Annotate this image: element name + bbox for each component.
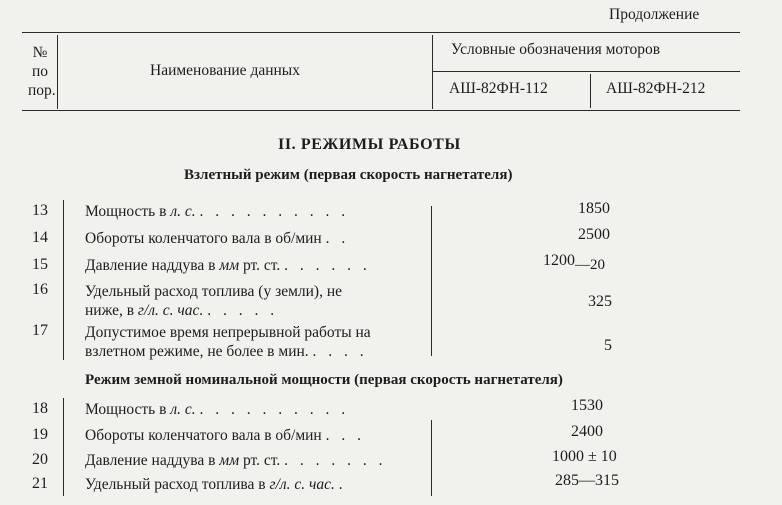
num-header-line1: № bbox=[32, 44, 48, 61]
motor-header-divider bbox=[432, 71, 740, 72]
motors-title: Условные обозначения моторов bbox=[451, 41, 661, 58]
row-value-16: 325 bbox=[588, 293, 612, 310]
row-num-21: 21 bbox=[32, 475, 48, 492]
motor1-label: АШ-82ФН-112 bbox=[449, 80, 548, 97]
rows-right-rule-2 bbox=[431, 420, 432, 496]
row-num-19: 19 bbox=[32, 426, 48, 443]
row-label-16-line1: Удельный расход топлива (у земли), не bbox=[85, 283, 343, 300]
table-top-rule bbox=[22, 32, 740, 33]
row-num-17: 17 bbox=[32, 322, 48, 339]
row-value-21: 285—315 bbox=[555, 472, 619, 489]
motor2-label: АШ-82ФН-212 bbox=[606, 80, 706, 97]
row-value-18: 1530 bbox=[571, 397, 603, 414]
row-num-15: 15 bbox=[32, 256, 48, 273]
row-num-18: 18 bbox=[32, 400, 48, 417]
rows-left-rule-1 bbox=[63, 200, 64, 360]
row-label-18: Мощность в л. с. . . . . . . . . . . bbox=[85, 401, 350, 418]
takeoff-subtitle: Взлетный режим (первая скорость нагнетателя) bbox=[184, 167, 513, 183]
row-label-16-line2: ниже, в г/л. с. час. . . . . . bbox=[85, 302, 279, 319]
rows-left-rule-2 bbox=[63, 398, 64, 496]
row-value-14: 2500 bbox=[578, 226, 610, 243]
row-label-14: Обороты коленчатого вала в об/мин . . bbox=[85, 230, 350, 247]
row-num-14: 14 bbox=[32, 229, 48, 246]
row-value-15: 1200—20 bbox=[543, 252, 605, 273]
name-column-header: Наименование данных bbox=[150, 62, 300, 79]
num-column-header bbox=[28, 43, 56, 100]
row-label-20: Давление наддува в мм рт. ст. . . . . . . . bbox=[85, 452, 387, 469]
row-label-17-line1: Допустимое время непрерывной работы на bbox=[85, 324, 371, 341]
row-value-17: 5 bbox=[604, 337, 612, 354]
num-header-line2: по bbox=[31, 63, 49, 80]
section-title: II. РЕЖИМЫ РАБОТЫ bbox=[278, 136, 461, 153]
row-value-19: 2400 bbox=[571, 423, 603, 440]
row-label-19: Обороты коленчатого вала в об/мин . . . bbox=[85, 427, 365, 444]
name-col-divider bbox=[432, 35, 433, 109]
row-label-15: Давление наддува в мм рт. ст. . . . . . . bbox=[85, 257, 371, 274]
num-col-divider bbox=[57, 35, 58, 109]
row-label-17 bbox=[85, 323, 371, 361]
continuation-label: Продолжение bbox=[609, 6, 700, 23]
row-num-20: 20 bbox=[32, 451, 48, 468]
row-value-20: 1000 ± 10 bbox=[552, 448, 617, 465]
row-label-21: Удельный расход топлива в г/л. с. час. . bbox=[85, 476, 347, 493]
motor-col-divider bbox=[590, 74, 591, 108]
row-num-13: 13 bbox=[32, 202, 48, 219]
row-value-13: 1850 bbox=[578, 200, 610, 217]
num-header-line3: пор. bbox=[28, 82, 56, 99]
rows-right-rule-1 bbox=[431, 206, 432, 356]
row-label-17-line2: взлетном режиме, не более в мин. . . . . bbox=[85, 343, 368, 360]
ground-rated-subtitle: Режим земной номинальной мощности (первая скорость нагнетателя) bbox=[85, 372, 563, 388]
table-header-bottom-rule bbox=[22, 110, 740, 111]
row-label-16 bbox=[85, 282, 342, 320]
row-num-16: 16 bbox=[32, 281, 48, 298]
row-label-13: Мощность в л. с. . . . . . . . . . . bbox=[85, 203, 350, 220]
